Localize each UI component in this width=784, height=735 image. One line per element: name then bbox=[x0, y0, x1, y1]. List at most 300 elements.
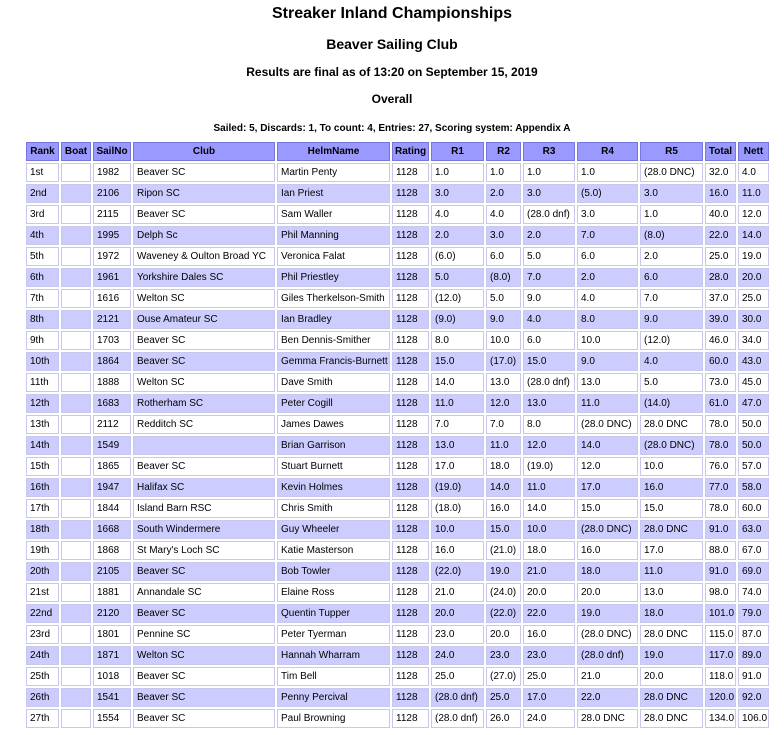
table-cell: 1128 bbox=[392, 625, 429, 644]
table-cell: 46.0 bbox=[705, 331, 736, 350]
table-cell: 28.0 DNC bbox=[640, 415, 703, 434]
table-row bbox=[26, 205, 769, 224]
table-row bbox=[26, 184, 769, 203]
table-cell: 1.0 bbox=[640, 205, 703, 224]
table-cell: Annandale SC bbox=[133, 583, 275, 602]
table-cell: (27.0) bbox=[486, 667, 521, 686]
table-cell: 11.0 bbox=[640, 562, 703, 581]
table-cell bbox=[133, 436, 275, 455]
table-cell: 50.0 bbox=[738, 415, 769, 434]
table-cell: 5.0 bbox=[640, 373, 703, 392]
results-body bbox=[26, 163, 769, 728]
table-cell: 2120 bbox=[93, 604, 131, 623]
table-cell: (8.0) bbox=[640, 226, 703, 245]
table-cell: 1703 bbox=[93, 331, 131, 350]
table-cell: 1018 bbox=[93, 667, 131, 686]
table-cell: 1.0 bbox=[486, 163, 521, 182]
table-cell: 21.0 bbox=[577, 667, 638, 686]
table-cell: 1128 bbox=[392, 436, 429, 455]
table-cell: Penny Percival bbox=[277, 688, 390, 707]
table-cell: (24.0) bbox=[486, 583, 521, 602]
table-row bbox=[26, 478, 769, 497]
table-cell: Peter Tyerman bbox=[277, 625, 390, 644]
table-cell: 1683 bbox=[93, 394, 131, 413]
table-cell: Beaver SC bbox=[133, 352, 275, 371]
column-header: SailNo bbox=[93, 142, 131, 161]
table-cell: 20.0 bbox=[431, 604, 484, 623]
table-cell: 14.0 bbox=[523, 499, 575, 518]
table-cell: Ian Bradley bbox=[277, 310, 390, 329]
table-cell: 1128 bbox=[392, 667, 429, 686]
table-cell: 92.0 bbox=[738, 688, 769, 707]
table-cell: 17.0 bbox=[431, 457, 484, 476]
table-cell: 2.0 bbox=[577, 268, 638, 287]
table-cell: 19.0 bbox=[640, 646, 703, 665]
table-cell: 4.0 bbox=[523, 310, 575, 329]
table-row bbox=[26, 436, 769, 455]
table-cell: 4.0 bbox=[738, 163, 769, 182]
table-cell: 25.0 bbox=[431, 667, 484, 686]
table-cell: 1972 bbox=[93, 247, 131, 266]
table-cell: Ian Priest bbox=[277, 184, 390, 203]
table-cell: Sam Waller bbox=[277, 205, 390, 224]
table-cell: 30.0 bbox=[738, 310, 769, 329]
table-cell: 101.0 bbox=[705, 604, 736, 623]
club-name: Beaver Sailing Club bbox=[326, 36, 458, 52]
table-cell: 17.0 bbox=[523, 688, 575, 707]
table-cell: 9.0 bbox=[577, 352, 638, 371]
table-cell: 3.0 bbox=[523, 184, 575, 203]
table-cell: 1982 bbox=[93, 163, 131, 182]
column-header: Rank bbox=[26, 142, 59, 161]
table-cell: 67.0 bbox=[738, 541, 769, 560]
table-cell: 9.0 bbox=[486, 310, 521, 329]
table-cell: 1128 bbox=[392, 163, 429, 182]
table-row bbox=[26, 688, 769, 707]
table-cell: Giles Therkelson-Smith bbox=[277, 289, 390, 308]
table-cell: (28.0 dnf) bbox=[431, 709, 484, 728]
table-cell: 1961 bbox=[93, 268, 131, 287]
table-cell: Kevin Holmes bbox=[277, 478, 390, 497]
table-cell: Paul Browning bbox=[277, 709, 390, 728]
table-cell: Island Barn RSC bbox=[133, 499, 275, 518]
table-cell: 2.0 bbox=[523, 226, 575, 245]
table-cell: Hannah Wharram bbox=[277, 646, 390, 665]
table-cell: Beaver SC bbox=[133, 331, 275, 350]
table-cell: Stuart Burnett bbox=[277, 457, 390, 476]
table-cell: 22.0 bbox=[577, 688, 638, 707]
table-cell: 1128 bbox=[392, 415, 429, 434]
table-cell: 117.0 bbox=[705, 646, 736, 665]
table-cell: Beaver SC bbox=[133, 667, 275, 686]
table-cell: 11.0 bbox=[431, 394, 484, 413]
table-cell bbox=[61, 352, 91, 371]
table-cell bbox=[61, 415, 91, 434]
column-header: Rating bbox=[392, 142, 429, 161]
table-cell: 12.0 bbox=[523, 436, 575, 455]
table-cell: 1st bbox=[26, 163, 59, 182]
table-cell: 3.0 bbox=[577, 205, 638, 224]
table-row bbox=[26, 310, 769, 329]
table-cell: 25.0 bbox=[738, 289, 769, 308]
table-cell: 28.0 DNC bbox=[577, 709, 638, 728]
table-cell: 26th bbox=[26, 688, 59, 707]
table-cell: 61.0 bbox=[705, 394, 736, 413]
table-cell: 1128 bbox=[392, 688, 429, 707]
table-cell: 5th bbox=[26, 247, 59, 266]
table-cell: 3.0 bbox=[431, 184, 484, 203]
table-cell: 5.0 bbox=[431, 268, 484, 287]
table-cell: 1128 bbox=[392, 478, 429, 497]
table-cell: Guy Wheeler bbox=[277, 520, 390, 539]
table-cell: 4.0 bbox=[640, 352, 703, 371]
table-cell: (19.0) bbox=[523, 457, 575, 476]
table-cell: 115.0 bbox=[705, 625, 736, 644]
table-cell: Martin Penty bbox=[277, 163, 390, 182]
table-row bbox=[26, 562, 769, 581]
table-cell: 6.0 bbox=[523, 331, 575, 350]
column-header: R5 bbox=[640, 142, 703, 161]
table-cell: (28.0 dnf) bbox=[577, 646, 638, 665]
table-cell bbox=[61, 583, 91, 602]
table-row bbox=[26, 583, 769, 602]
table-cell: 14.0 bbox=[577, 436, 638, 455]
table-cell: 7.0 bbox=[640, 289, 703, 308]
table-cell: 24th bbox=[26, 646, 59, 665]
table-cell: 2112 bbox=[93, 415, 131, 434]
table-row bbox=[26, 625, 769, 644]
table-cell: (28.0 dnf) bbox=[431, 688, 484, 707]
table-cell: 17.0 bbox=[640, 541, 703, 560]
table-cell: 7.0 bbox=[577, 226, 638, 245]
table-cell: 26.0 bbox=[486, 709, 521, 728]
table-cell: 1868 bbox=[93, 541, 131, 560]
table-cell: 78.0 bbox=[705, 499, 736, 518]
table-cell: 1947 bbox=[93, 478, 131, 497]
table-cell: 20.0 bbox=[523, 583, 575, 602]
table-cell: Tim Bell bbox=[277, 667, 390, 686]
table-cell: 73.0 bbox=[705, 373, 736, 392]
column-header: Club bbox=[133, 142, 275, 161]
table-cell bbox=[61, 541, 91, 560]
table-cell: South Windermere bbox=[133, 520, 275, 539]
table-row bbox=[26, 394, 769, 413]
table-cell bbox=[61, 373, 91, 392]
table-cell: 87.0 bbox=[738, 625, 769, 644]
table-cell: 27th bbox=[26, 709, 59, 728]
table-row bbox=[26, 457, 769, 476]
table-cell: 3.0 bbox=[640, 184, 703, 203]
table-cell: James Dawes bbox=[277, 415, 390, 434]
table-cell: 1128 bbox=[392, 289, 429, 308]
table-cell: 2115 bbox=[93, 205, 131, 224]
table-cell: 13th bbox=[26, 415, 59, 434]
table-cell: 20.0 bbox=[486, 625, 521, 644]
table-cell: 20.0 bbox=[577, 583, 638, 602]
table-cell: 11.0 bbox=[486, 436, 521, 455]
table-cell: 12th bbox=[26, 394, 59, 413]
table-cell: 23.0 bbox=[486, 646, 521, 665]
table-cell: 18.0 bbox=[523, 541, 575, 560]
table-cell: 16.0 bbox=[577, 541, 638, 560]
table-cell: 91.0 bbox=[705, 562, 736, 581]
table-cell: 28.0 bbox=[705, 268, 736, 287]
table-cell: Beaver SC bbox=[133, 688, 275, 707]
table-cell bbox=[61, 478, 91, 497]
table-cell: 22.0 bbox=[523, 604, 575, 623]
table-cell bbox=[61, 163, 91, 182]
table-cell: 47.0 bbox=[738, 394, 769, 413]
table-cell: 1128 bbox=[392, 457, 429, 476]
table-cell: 24.0 bbox=[523, 709, 575, 728]
table-cell: 22.0 bbox=[705, 226, 736, 245]
table-cell: 1128 bbox=[392, 604, 429, 623]
table-cell: 28.0 DNC bbox=[640, 688, 703, 707]
table-cell: (19.0) bbox=[431, 478, 484, 497]
table-cell bbox=[61, 331, 91, 350]
table-cell bbox=[61, 709, 91, 728]
table-cell: 20th bbox=[26, 562, 59, 581]
table-cell: Veronica Falat bbox=[277, 247, 390, 266]
table-cell bbox=[61, 310, 91, 329]
table-cell: 13.0 bbox=[486, 373, 521, 392]
table-cell bbox=[61, 562, 91, 581]
table-cell: 20.0 bbox=[640, 667, 703, 686]
table-cell: 13.0 bbox=[577, 373, 638, 392]
table-cell: Rotherham SC bbox=[133, 394, 275, 413]
table-cell: 2105 bbox=[93, 562, 131, 581]
table-cell: 89.0 bbox=[738, 646, 769, 665]
table-cell: Dave Smith bbox=[277, 373, 390, 392]
table-cell: Chris Smith bbox=[277, 499, 390, 518]
table-cell: 23.0 bbox=[523, 646, 575, 665]
table-cell bbox=[61, 184, 91, 203]
table-cell bbox=[61, 268, 91, 287]
table-cell: 10.0 bbox=[640, 457, 703, 476]
table-cell: 4.0 bbox=[486, 205, 521, 224]
table-cell: (21.0) bbox=[486, 541, 521, 560]
table-cell: 1.0 bbox=[577, 163, 638, 182]
table-cell: 25.0 bbox=[523, 667, 575, 686]
table-cell bbox=[61, 604, 91, 623]
series-name: Overall bbox=[371, 92, 413, 106]
table-cell: 15th bbox=[26, 457, 59, 476]
table-cell: 22nd bbox=[26, 604, 59, 623]
table-cell: 10th bbox=[26, 352, 59, 371]
table-cell bbox=[61, 646, 91, 665]
table-cell: 1128 bbox=[392, 541, 429, 560]
table-cell: 28.0 DNC bbox=[640, 625, 703, 644]
table-cell: 134.0 bbox=[705, 709, 736, 728]
table-cell: 24.0 bbox=[431, 646, 484, 665]
table-cell: 1128 bbox=[392, 352, 429, 371]
table-row bbox=[26, 520, 769, 539]
table-cell: 1616 bbox=[93, 289, 131, 308]
table-cell: 28.0 DNC bbox=[640, 520, 703, 539]
table-cell: 25th bbox=[26, 667, 59, 686]
table-cell bbox=[61, 688, 91, 707]
table-cell: 1128 bbox=[392, 709, 429, 728]
table-cell: 1844 bbox=[93, 499, 131, 518]
table-cell: 1541 bbox=[93, 688, 131, 707]
table-cell: 91.0 bbox=[738, 667, 769, 686]
table-cell bbox=[61, 226, 91, 245]
table-cell bbox=[61, 205, 91, 224]
table-cell: 1888 bbox=[93, 373, 131, 392]
table-cell bbox=[61, 625, 91, 644]
table-cell: 2.0 bbox=[486, 184, 521, 203]
table-row bbox=[26, 667, 769, 686]
table-cell: (22.0) bbox=[486, 604, 521, 623]
table-cell: 15.0 bbox=[577, 499, 638, 518]
table-cell: 7.0 bbox=[486, 415, 521, 434]
table-cell: 21st bbox=[26, 583, 59, 602]
table-cell: (22.0) bbox=[431, 562, 484, 581]
table-cell: 8.0 bbox=[577, 310, 638, 329]
table-cell: 10.0 bbox=[523, 520, 575, 539]
table-cell: 19.0 bbox=[738, 247, 769, 266]
table-cell: 23rd bbox=[26, 625, 59, 644]
table-row bbox=[26, 646, 769, 665]
table-cell: (8.0) bbox=[486, 268, 521, 287]
table-cell: 1128 bbox=[392, 247, 429, 266]
table-cell: Redditch SC bbox=[133, 415, 275, 434]
table-cell: Beaver SC bbox=[133, 709, 275, 728]
table-cell: 76.0 bbox=[705, 457, 736, 476]
table-cell: (28.0 DNC) bbox=[577, 625, 638, 644]
results-table bbox=[24, 140, 771, 730]
table-cell: 4.0 bbox=[577, 289, 638, 308]
table-cell: 40.0 bbox=[705, 205, 736, 224]
table-cell: 1871 bbox=[93, 646, 131, 665]
table-cell: 1128 bbox=[392, 184, 429, 203]
table-cell: 6.0 bbox=[486, 247, 521, 266]
table-cell: 78.0 bbox=[705, 436, 736, 455]
table-cell: 7th bbox=[26, 289, 59, 308]
table-cell: 45.0 bbox=[738, 373, 769, 392]
table-cell: 3.0 bbox=[486, 226, 521, 245]
table-cell: 1.0 bbox=[523, 163, 575, 182]
table-cell: 1128 bbox=[392, 226, 429, 245]
table-cell: 15.0 bbox=[486, 520, 521, 539]
column-header: Nett bbox=[738, 142, 769, 161]
table-cell: 2121 bbox=[93, 310, 131, 329]
table-cell: 20.0 bbox=[738, 268, 769, 287]
table-cell: Waveney & Oulton Broad YC bbox=[133, 247, 275, 266]
table-cell: 57.0 bbox=[738, 457, 769, 476]
table-cell: 58.0 bbox=[738, 478, 769, 497]
table-cell: 1668 bbox=[93, 520, 131, 539]
table-cell: 77.0 bbox=[705, 478, 736, 497]
table-cell: Phil Manning bbox=[277, 226, 390, 245]
table-cell: 1128 bbox=[392, 646, 429, 665]
table-cell: 10.0 bbox=[431, 520, 484, 539]
table-row bbox=[26, 499, 769, 518]
table-cell: Beaver SC bbox=[133, 205, 275, 224]
table-cell: 1128 bbox=[392, 583, 429, 602]
table-cell: Bob Towler bbox=[277, 562, 390, 581]
table-cell bbox=[61, 667, 91, 686]
table-cell: 18th bbox=[26, 520, 59, 539]
table-cell: 28.0 DNC bbox=[640, 709, 703, 728]
table-cell: (12.0) bbox=[431, 289, 484, 308]
table-cell: Beaver SC bbox=[133, 604, 275, 623]
table-row bbox=[26, 709, 769, 728]
table-cell: (28.0 dnf) bbox=[523, 373, 575, 392]
table-cell: 2.0 bbox=[431, 226, 484, 245]
table-cell: 1128 bbox=[392, 268, 429, 287]
table-cell: 50.0 bbox=[738, 436, 769, 455]
table-cell: Welton SC bbox=[133, 646, 275, 665]
table-row bbox=[26, 163, 769, 182]
table-cell: 11.0 bbox=[738, 184, 769, 203]
table-cell: Phil Priestley bbox=[277, 268, 390, 287]
table-cell: 10.0 bbox=[486, 331, 521, 350]
table-cell: 16.0 bbox=[431, 541, 484, 560]
table-cell: 5.0 bbox=[523, 247, 575, 266]
column-header: Boat bbox=[61, 142, 91, 161]
table-cell: 13.0 bbox=[431, 436, 484, 455]
table-cell: (6.0) bbox=[431, 247, 484, 266]
table-cell: Ben Dennis-Smither bbox=[277, 331, 390, 350]
table-cell: 88.0 bbox=[705, 541, 736, 560]
table-cell: 12.0 bbox=[738, 205, 769, 224]
table-cell: Halifax SC bbox=[133, 478, 275, 497]
table-cell: 16.0 bbox=[523, 625, 575, 644]
column-header: R4 bbox=[577, 142, 638, 161]
column-header: R1 bbox=[431, 142, 484, 161]
table-cell: 8.0 bbox=[431, 331, 484, 350]
table-cell: 60.0 bbox=[738, 499, 769, 518]
table-cell: 10.0 bbox=[577, 331, 638, 350]
table-cell: Ripon SC bbox=[133, 184, 275, 203]
table-cell: 98.0 bbox=[705, 583, 736, 602]
table-row bbox=[26, 352, 769, 371]
table-cell: (9.0) bbox=[431, 310, 484, 329]
table-cell bbox=[61, 289, 91, 308]
table-cell: 78.0 bbox=[705, 415, 736, 434]
table-cell bbox=[61, 394, 91, 413]
table-cell: 37.0 bbox=[705, 289, 736, 308]
table-cell: 1128 bbox=[392, 394, 429, 413]
table-cell: 16.0 bbox=[486, 499, 521, 518]
table-cell: 7.0 bbox=[431, 415, 484, 434]
table-cell: 118.0 bbox=[705, 667, 736, 686]
table-cell: 18.0 bbox=[640, 604, 703, 623]
table-cell: 14th bbox=[26, 436, 59, 455]
table-cell: 14.0 bbox=[738, 226, 769, 245]
table-cell: 18.0 bbox=[577, 562, 638, 581]
table-cell: 9.0 bbox=[523, 289, 575, 308]
table-cell: 18.0 bbox=[486, 457, 521, 476]
table-cell: 13.0 bbox=[640, 583, 703, 602]
table-cell: 60.0 bbox=[705, 352, 736, 371]
table-cell: 63.0 bbox=[738, 520, 769, 539]
table-cell: 14.0 bbox=[431, 373, 484, 392]
table-cell: Beaver SC bbox=[133, 562, 275, 581]
table-cell: 32.0 bbox=[705, 163, 736, 182]
table-row bbox=[26, 268, 769, 287]
table-cell: 1128 bbox=[392, 520, 429, 539]
table-cell: (12.0) bbox=[640, 331, 703, 350]
table-cell: 23.0 bbox=[431, 625, 484, 644]
table-cell: 12.0 bbox=[577, 457, 638, 476]
table-cell: 69.0 bbox=[738, 562, 769, 581]
table-cell bbox=[61, 247, 91, 266]
table-row bbox=[26, 541, 769, 560]
table-cell: 1554 bbox=[93, 709, 131, 728]
table-cell: 25.0 bbox=[486, 688, 521, 707]
